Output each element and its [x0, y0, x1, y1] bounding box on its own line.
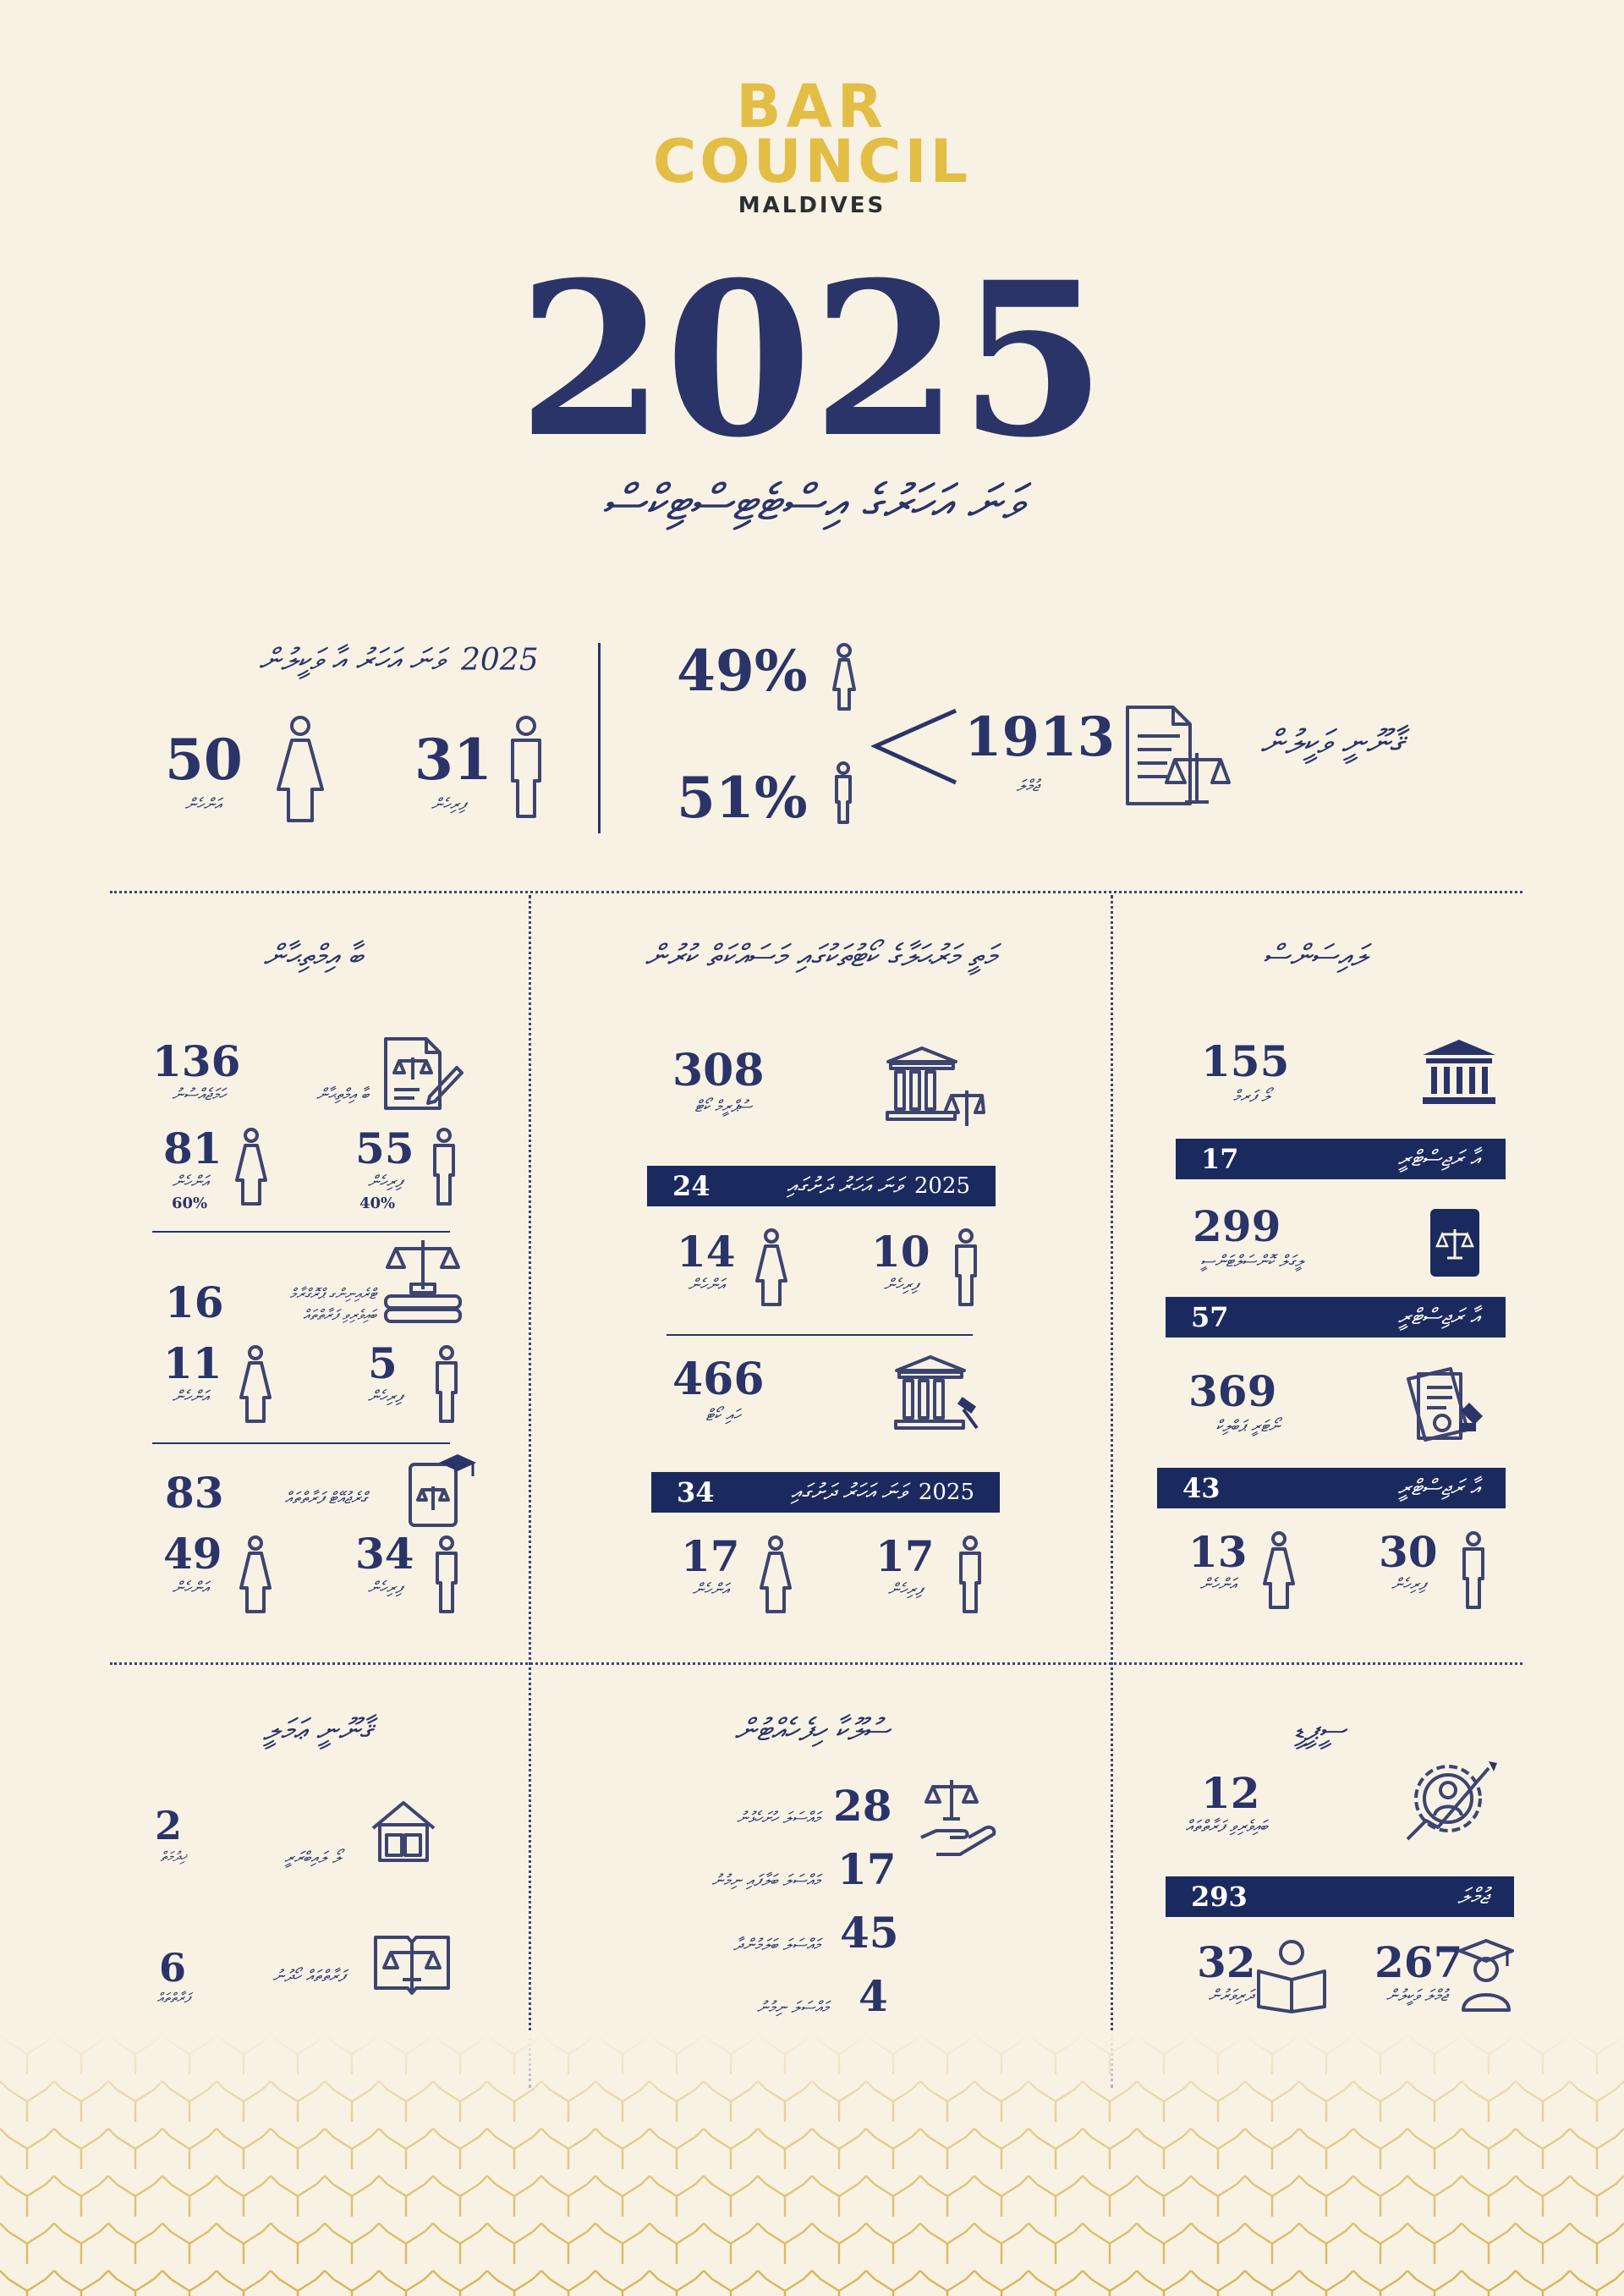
notary-female-label: އަންހެން	[1199, 1575, 1237, 1594]
consultancy-new-count: 57	[1191, 1301, 1229, 1333]
high-court-female-label: އަންހެން	[692, 1580, 729, 1599]
male-icon	[431, 1128, 457, 1208]
bar-exam-male-pct: 40%	[359, 1195, 396, 1212]
consultancy-new-bar	[1166, 1297, 1506, 1338]
law-firm-new-text: އާ ރަޖިސްޓްރީ	[1397, 1145, 1480, 1172]
new-lawyers-female-label: އަންހެން	[184, 795, 222, 814]
conduct-closed-count: 4	[859, 1971, 888, 2021]
training-label-a: ޓްރެއިނިންގ ޕްރޮގްރާމް	[289, 1286, 376, 1303]
female-icon	[1262, 1531, 1296, 1612]
high-court-bar-year: 2025	[918, 1480, 974, 1505]
legal-practice-title: ޤާނޫނީ ޢަމަލީ	[262, 1713, 372, 1748]
courts-title: މަތީ މަރުޙަލާގެ ކޯޓުތަކުގައި މަސައްކަތް ކުރުން	[645, 939, 996, 974]
court-building-icon	[1419, 1036, 1500, 1108]
graduate-icon	[1457, 1937, 1516, 2013]
conduct-ongoing-count: 45	[840, 1908, 899, 1958]
reading-person-icon	[1254, 1937, 1330, 2013]
high-court-female-count: 17	[681, 1531, 740, 1581]
new-lawyers-male-count: 31	[414, 727, 492, 793]
female-icon	[754, 1228, 788, 1309]
new-lawyers-title: ވަނަ އަހަރު އާ ވަކީލުން	[259, 643, 444, 678]
hand-scales-icon	[918, 1775, 998, 1859]
cpd-total-bar	[1166, 1876, 1514, 1917]
document-scales-icon	[1121, 702, 1235, 812]
bar-exam-female-pct: 60%	[172, 1195, 208, 1212]
notary-new-bar	[1157, 1468, 1506, 1508]
male-icon	[833, 761, 854, 825]
logo-council-text: COUNCIL	[652, 127, 972, 196]
supreme-court-male-count: 10	[871, 1227, 930, 1277]
court-gavel-icon	[892, 1354, 981, 1434]
high-court-bar-text: ވަނަ އަހަރު ދަށުގައި	[791, 1479, 907, 1505]
law-firm-new-bar	[1176, 1139, 1506, 1179]
references-unit: ފަރާތްތައް	[156, 1990, 190, 2006]
page-subtitle: ވަނަ އަހަރުގެ އިސްޓެޓިސްޓިކްސް	[601, 474, 1023, 531]
notary-count: 369	[1188, 1366, 1277, 1416]
logo-maldives-text: MALDIVES	[738, 193, 886, 218]
male-icon	[434, 1535, 459, 1616]
notary-stamp-icon	[1400, 1362, 1493, 1447]
cpd-participants-label: ބައިވެރިވި ފަރާތްތައް	[1185, 1817, 1268, 1836]
high-court-bar	[651, 1472, 1000, 1513]
conduct-reviewed-label: މައްސަލަ ބަލާފައި ނިމުނު	[711, 1871, 820, 1890]
legal-consultancy-label: ލީގަލް ކޮންސަލްޓަންސީ	[1200, 1252, 1303, 1271]
female-icon	[239, 1345, 272, 1425]
references-count: 6	[159, 1945, 187, 1991]
law-library-label: ލޯ ލައިބްރަރީ	[284, 1848, 342, 1867]
house-book-icon	[370, 1798, 437, 1865]
bar-exam-count: 136	[152, 1036, 241, 1086]
female-icon	[275, 715, 326, 825]
supreme-court-bar-year: 2025	[914, 1173, 970, 1199]
law-firm-count: 155	[1201, 1036, 1290, 1086]
cpd-lawyers-label: ޖުމްލަ ވަކީލުން	[1385, 1986, 1448, 2005]
law-book-icon	[1425, 1206, 1484, 1282]
conduct-closed-label: މައްސަލަ ނިމުނު	[756, 1998, 829, 2017]
law-graduate-book-icon	[402, 1451, 478, 1531]
scales-books-icon	[381, 1235, 465, 1328]
training-male-count: 5	[368, 1338, 398, 1388]
decorative-pattern	[0, 2030, 1624, 2296]
high-court-label: ހައި ކޯޓް	[705, 1406, 741, 1425]
court-scales-icon	[884, 1045, 985, 1129]
consultancy-new-text: އާ ރަޖިސްޓްރީ	[1397, 1304, 1480, 1330]
female-percentage: 49%	[677, 638, 808, 704]
male-percentage: 51%	[677, 765, 808, 831]
supreme-court-male-label: ފިރިހެން	[883, 1276, 919, 1294]
open-law-book-icon	[372, 1929, 453, 1997]
law-library-count: 2	[155, 1803, 183, 1848]
conduct-reviewed-count: 17	[837, 1844, 897, 1894]
female-icon	[831, 643, 857, 711]
cpd-title: ސީޕީޑީ	[1293, 1713, 1346, 1748]
supreme-court-label: ސުޕްރީމް ކޯޓް	[694, 1097, 752, 1116]
greater-than-icon	[871, 706, 964, 787]
cpd-participants-count: 12	[1201, 1768, 1260, 1818]
supreme-court-bar-text: ވަނަ އަހަރު ދަށުގައި	[787, 1173, 903, 1199]
high-court-male-label: ފިރިހެން	[887, 1580, 923, 1599]
notary-male-label: ފިރިހެން	[1391, 1575, 1426, 1594]
graduates-female-label: އަންހެން	[172, 1579, 209, 1597]
legal-consultancy-count: 299	[1193, 1201, 1281, 1251]
graduates-label: ގްރެޖުއޭޓް ފަރާތްތައް	[284, 1489, 367, 1508]
new-lawyers-year: 2025	[461, 643, 539, 678]
law-firm-label: ލޯ ފަރމް	[1232, 1087, 1271, 1106]
lawyers-title: ޤާނޫނީ ވަކީލުން	[1260, 723, 1403, 762]
graduates-male-label: ފިރިހެން	[367, 1579, 403, 1597]
graduates-male-count: 34	[355, 1529, 414, 1579]
law-library-unit: ޚިދުމަތް	[160, 1848, 187, 1865]
new-lawyers-female-count: 50	[165, 727, 243, 793]
lawyers-total: 1913	[964, 706, 1116, 769]
training-female-count: 11	[163, 1338, 222, 1388]
training-label-b: ބައިވެރިވި ފަރާތްތައް	[303, 1307, 376, 1324]
licensing-title: ލައިސަންސް	[1262, 939, 1369, 974]
notary-female-count: 13	[1188, 1527, 1248, 1577]
graduates-count: 83	[165, 1468, 224, 1518]
cpd-lawyers-count: 267	[1374, 1937, 1463, 1987]
male-icon	[957, 1535, 983, 1616]
bar-exam-title: ބާ އިމްތިޙާން	[263, 939, 363, 974]
supreme-court-female-count: 14	[677, 1227, 736, 1277]
training-count: 16	[165, 1277, 224, 1327]
bar-exam-male-count: 55	[355, 1123, 414, 1173]
high-court-bar-count: 34	[677, 1476, 715, 1508]
professional-development-icon	[1404, 1751, 1501, 1844]
notary-new-text: އާ ރަޖިސްޓްރީ	[1397, 1475, 1480, 1501]
notary-new-count: 43	[1182, 1472, 1221, 1504]
bar-exam-female-label: އަންހެން	[172, 1173, 209, 1191]
notary-male-count: 30	[1379, 1527, 1438, 1577]
references-label: ފަރާތްތައް ހޯދުނު	[272, 1967, 345, 1986]
conduct-filed-label: މައްސަލަ ހުށަހެޅުނު	[736, 1809, 820, 1827]
high-court-male-count: 17	[875, 1531, 935, 1581]
male-icon	[434, 1345, 459, 1425]
lawyers-total-label: ޖުމްލަ	[1016, 777, 1040, 795]
female-icon	[234, 1128, 268, 1208]
cpd-total-count: 293	[1191, 1881, 1248, 1913]
graduates-female-count: 49	[163, 1529, 222, 1579]
bar-exam-male-label: ފިރިހެން	[367, 1173, 403, 1191]
cpd-total-text: ޖުމްލަ	[1457, 1883, 1489, 1909]
page-year-title: 2025	[518, 235, 1106, 484]
supreme-court-bar	[647, 1166, 996, 1206]
bar-exam-female-count: 81	[163, 1123, 222, 1173]
supreme-court-count: 308	[672, 1045, 765, 1096]
supreme-court-bar-count: 24	[672, 1170, 710, 1202]
male-icon	[953, 1228, 979, 1309]
conduct-title: ސުލޫކާ ހިފެހެއްޓުން	[734, 1713, 890, 1748]
law-firm-new-count: 17	[1201, 1143, 1239, 1175]
logo-bar-text: BAR	[736, 72, 888, 141]
contract-signing-icon	[381, 1034, 465, 1114]
male-icon	[1461, 1531, 1486, 1612]
notary-label: ނޯޓަރީ ޕަބްލިކް	[1215, 1417, 1280, 1436]
bar-exam-label-a: ބާ އިމްތިޙާން	[315, 1085, 369, 1104]
training-female-label: އަންހެން	[172, 1387, 209, 1406]
high-court-count: 466	[672, 1354, 765, 1405]
training-male-label: ފިރިހެން	[367, 1387, 403, 1406]
supreme-court-female-label: އަންހެން	[688, 1276, 725, 1294]
conduct-ongoing-label: މައްސަލަ ބަލަމުންދާ	[733, 1936, 820, 1954]
male-icon	[508, 715, 546, 821]
bar-exam-label-b: ހަމަޖެއްސުނު	[172, 1085, 226, 1104]
female-icon	[239, 1535, 272, 1616]
new-lawyers-male-label: ފިރިހެން	[431, 795, 466, 814]
conduct-filed-count: 28	[833, 1781, 892, 1831]
cpd-students-count: 32	[1197, 1937, 1256, 1987]
female-icon	[759, 1535, 793, 1616]
cpd-students-label: ދަރިވަރުން	[1208, 1986, 1254, 2005]
